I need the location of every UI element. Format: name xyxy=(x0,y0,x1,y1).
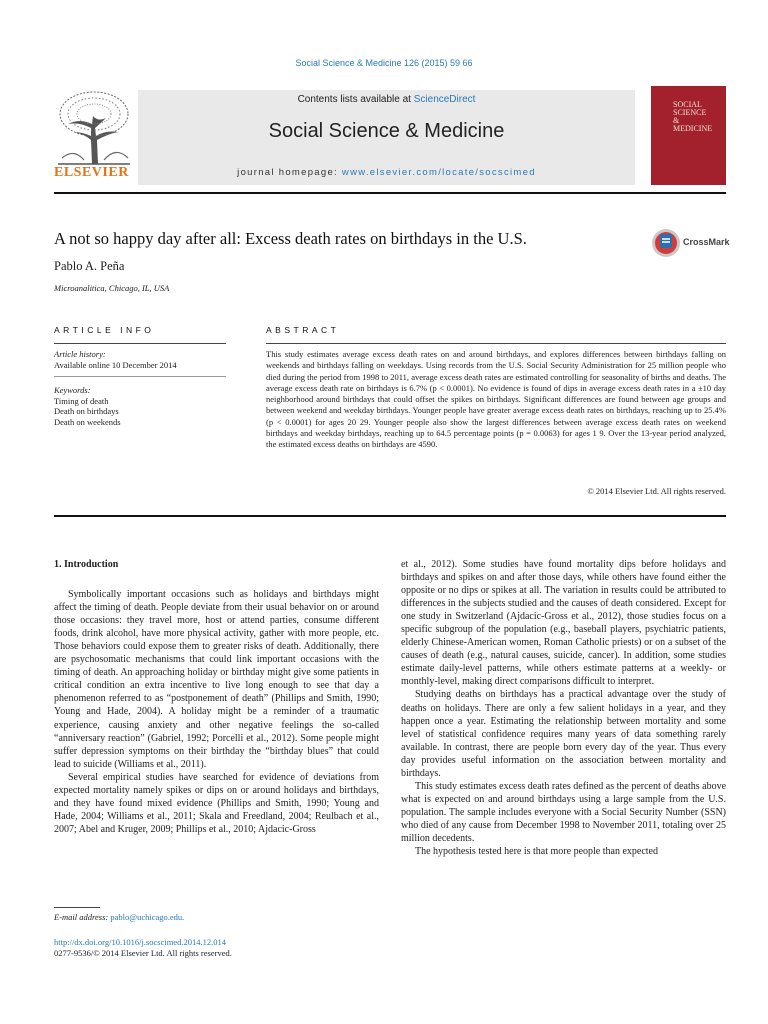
keyword-item: Death on birthdays xyxy=(54,406,119,416)
doi-link[interactable]: http://dx.doi.org/10.1016/j.socscimed.2014.12.014 xyxy=(54,937,226,947)
contents-prefix: Contents lists available at xyxy=(297,94,414,105)
footnote-email xyxy=(54,912,184,922)
article-history xyxy=(54,349,226,370)
email-link[interactable]: pablo@uchicago.edu. xyxy=(110,912,185,922)
keyword-item: Timing of death xyxy=(54,395,109,406)
body-paragraph: The hypothesis tested here is that more people than expected xyxy=(415,846,658,858)
keywords-block xyxy=(54,385,226,427)
crossmark-label[interactable]: CrossMark xyxy=(683,237,730,247)
footnote-rule xyxy=(54,907,100,908)
contents-line xyxy=(138,94,635,105)
crossmark-badge[interactable] xyxy=(651,228,681,258)
article-info-heading: ARTICLE INFO xyxy=(54,325,155,335)
abstract-text: This study estimates average excess death rates on and around birthdays, and explores differences between birthdays falling on weekends and birthdays falling on weekdays. Using records from the U.S. Social Security Administration for 25 million people who died during the period from 1998 to 2011, average excess death rates are estimated controlling for seasonality of births and deaths. The average excess death rate on birthdays is 6.7% (p < 0.0001). No evidence is found of dips in average excess death rates in a ±10 day neighborhood around birthdays that could offset the spikes on birthdays. Significant differences are found between age groups and between weekend and weekday birthdays. Younger people have greater average excess death rates on birthdays, reaching up to 25.4% (p < 0.0001) for ages 20 29. Younger people also show the largest differences between average excess death rates on weekend birthdays and weekday birthdays, reaching up to 64.5 percentage points (p = 0.0063) for ages 1 9. Over the 13-year period analyzed, the estimated excess deaths on birthdays are 4590. xyxy=(266,349,726,450)
keyword-item: Death on weekends xyxy=(54,416,121,427)
elsevier-wordmark: ELSEVIER xyxy=(54,165,129,180)
body-left-column xyxy=(54,558,379,836)
history-label: Article history: xyxy=(54,349,106,359)
history-rule xyxy=(54,376,226,377)
section-heading-introduction: 1. Introduction xyxy=(54,559,119,570)
crossmark-icon xyxy=(651,228,681,258)
homepage-link[interactable]: www.elsevier.com/locate/socscimed xyxy=(341,167,536,178)
history-value: Available online 10 December 2014 xyxy=(54,359,177,370)
body-paragraph: This study estimates excess death rates defined as the percent of deaths above what is expected on and around birthdays using a large sample from the U.S. population. The sample includes everyone with a Social Security Number (SSN) who died of any cause from December 1998 to November 2011, totaling over 25 million decedents. xyxy=(401,780,727,844)
author-affiliation: Microanalitica, Chicago, IL, USA xyxy=(54,283,170,293)
journal-reference[interactable]: Social Science & Medicine 126 (2015) 59 66 xyxy=(295,58,473,68)
email-label: E-mail address: xyxy=(54,912,111,922)
abstract-rule xyxy=(266,343,726,344)
abstract-copyright: © 2014 Elsevier Ltd. All rights reserved. xyxy=(587,486,726,496)
body-paragraph: Studying deaths on birthdays has a practical advantage over the study of deaths on holidays. There are only a few salient holidays in a year, and they happen once a year. Estimating the relationship between mortality and some level of statistical confidence requires many years of data something rarely available. In contrast, there are people born every day of the year. Thus every day provides useful information on the association between mortality and birthdays. xyxy=(401,689,726,779)
cover-title-line: SOCIAL xyxy=(673,100,702,109)
cover-title xyxy=(673,101,717,133)
abstract-heading: ABSTRACT xyxy=(266,325,340,335)
issn-copyright: 0277-9536/© 2014 Elsevier Ltd. All rights reserved. xyxy=(54,947,232,958)
abstract-divider xyxy=(54,515,726,517)
body-paragraph: et al., 2012). Some studies have found mortality dips before holidays and birthdays and spikes on and after those days, while others have found either the opposite or no dips or spikes at all. The variation in results could be attributed to differences in the subjects studied and the causes of death considered. Except for one study in Switzerland (Ajdacic-Gross et al., 2012), those studies focus on a specific subgroup of the population (e.g., baseball players, psychiatric patients, elderly Chinese-American women, Roman Catholic priests) or on a subset of the causes of death (e.g., natural causes, suicide, cancer). In addition, some studies estimate daily-level patterns, while others estimate patterns at a weekly- or monthly-level, making direct comparisons difficult to interpret. xyxy=(401,559,726,688)
author-name: Pablo A. Peña xyxy=(54,259,125,273)
cover-title-line: & xyxy=(673,116,680,125)
homepage-prefix: journal homepage: xyxy=(237,167,342,178)
elsevier-tree-icon xyxy=(54,88,134,166)
journal-title: Social Science & Medicine xyxy=(268,120,505,142)
cover-title-line: MEDICINE xyxy=(673,124,713,133)
body-paragraph: Symbolically important occasions such as holidays and birthdays might affect the timing of death. People deviate from their usual behavior on or around those occasions: they travel more, host or attend parties, consume different foods, drink alcohol, have more physical activity, gather with more people, etc. Those behaviors could expose them to greater risks of death. Additionally, there are psychosomatic mechanisms that could link important occasions with the timing of death. An approaching holiday or birthday might give some patients in critical condition an extra incentive to live long enough to see that day a phenomenon referred to as “postponement of death” (Phillips and Smith, 1990; Young and Hade, 2004). A holiday might be a reminder of a traumatic experience, causing anxiety and other negative feelings the so-called “anniversary reaction” (Gabriel, 1992; Porcelli et al., 2012). Some people might suffer depression symptoms on their birthday the “birthday blues” that could lead to suicide (Williams et al., 2011). xyxy=(54,589,379,770)
keywords-label: Keywords: xyxy=(54,385,91,395)
cover-title-line: SCIENCE xyxy=(673,108,707,117)
header-divider xyxy=(54,192,726,194)
paper-title: A not so happy day after all: Excess death rates on birthdays in the U.S. xyxy=(54,229,527,248)
footer-doi-block xyxy=(54,937,232,958)
journal-homepage xyxy=(138,167,635,178)
body-paragraph: Several empirical studies have searched for evidence of deviations from expected mortality namely spikes or dips on or around holidays and birthdays, and they have found mixed evidence (Phillips and Smith, 1990; Young and Hade, 2004; Williams et al., 2011; Skala and Freedland, 2004; Reulbach et al., 2007; Abel and Kruger, 2009; Phillips et al., 2010; Ajdacic-Gross xyxy=(54,771,379,835)
elsevier-logo xyxy=(54,88,134,166)
sciencedirect-link[interactable]: ScienceDirect xyxy=(413,94,476,105)
article-info-rule xyxy=(54,343,226,344)
body-right-column xyxy=(401,558,726,858)
